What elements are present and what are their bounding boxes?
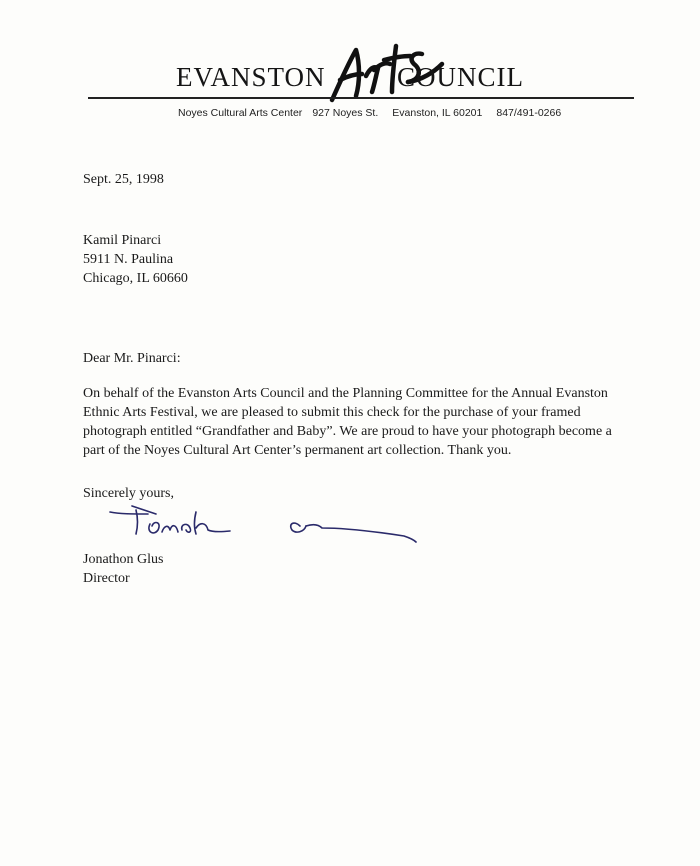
signer-block (83, 550, 164, 588)
letterhead-rule (88, 97, 634, 99)
address-center: Noyes Cultural Arts Center (178, 107, 303, 119)
address-phone: 847/491-0266 (496, 107, 562, 119)
closing: Sincerely yours, (83, 486, 174, 501)
recipient-city: Chicago, IL 60660 (83, 271, 188, 286)
address-street: 927 Noyes St. (312, 107, 379, 119)
letterhead-org-left: EVANSTON (176, 62, 326, 92)
body-line: Ethnic Arts Festival, we are pleased to submit this check for the purchase of your framed (83, 405, 581, 420)
letter-date: Sept. 25, 1998 (83, 172, 164, 187)
signer-name: Jonathon Glus (83, 552, 164, 567)
signer-title: Director (83, 571, 130, 586)
address-city: Evanston, IL 60201 (392, 107, 483, 119)
letterhead-org-right: COUNCIL (397, 62, 524, 92)
recipient-name: Kamil Pinarci (83, 233, 162, 248)
recipient-block (83, 231, 188, 288)
recipient-street: 5911 N. Paulina (83, 252, 174, 267)
body-line: photograph entitled “Grandfather and Baby”. We are proud to have your photograph become a (83, 424, 612, 439)
handwritten-signature (108, 502, 428, 552)
body-paragraph (83, 384, 612, 460)
salutation: Dear Mr. Pinarci: (83, 351, 181, 366)
body-line: part of the Noyes Cultural Art Center’s permanent art collection. Thank you. (83, 443, 512, 458)
body-line: On behalf of the Evanston Arts Council and the Planning Committee for the Annual Evanston (83, 386, 608, 401)
letterhead-address (178, 107, 561, 119)
